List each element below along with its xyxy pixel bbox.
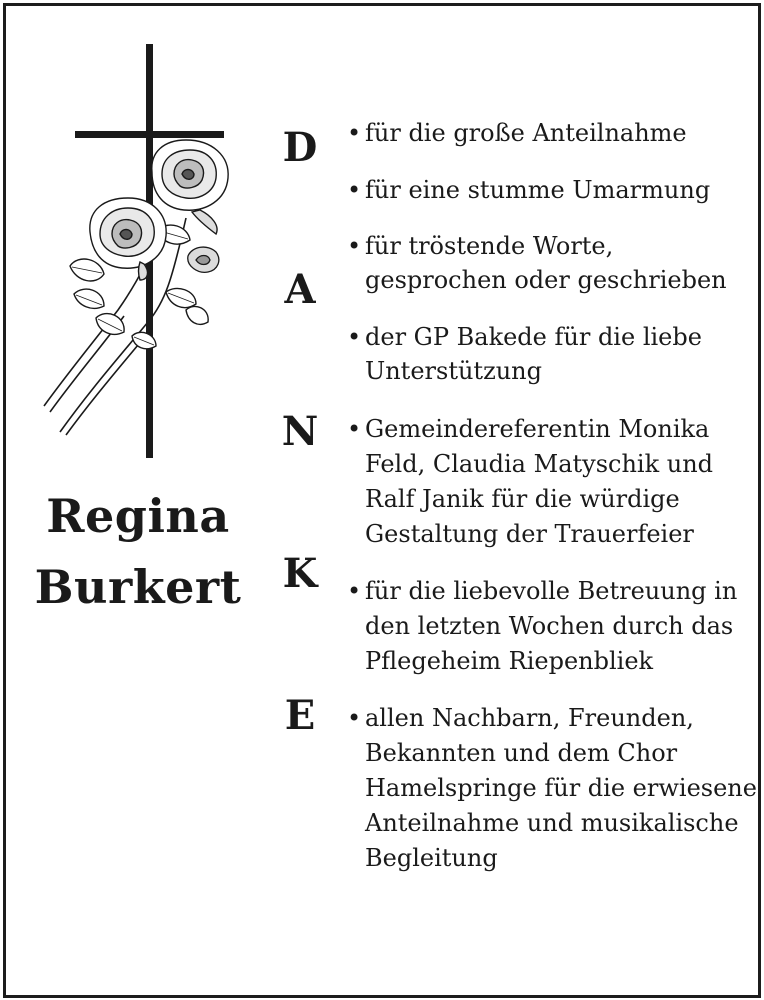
thanks-line: der GP Bakede für die liebe <box>365 323 702 351</box>
deceased-last-name: Burkert <box>34 560 242 614</box>
bullet-icon: • <box>347 176 362 204</box>
danke-letter-e: E <box>284 692 316 739</box>
thanks-line: Bekannten und dem Chor <box>365 739 678 767</box>
danke-letter-k: K <box>282 550 318 597</box>
thanks-line: Begleitung <box>365 844 498 872</box>
danke-letter-a: A <box>284 266 316 313</box>
thanks-line: Gemeindereferentin Monika <box>365 415 710 443</box>
thanks-line: Pflegeheim Riepenbliek <box>365 647 654 675</box>
thanks-line: gesprochen oder geschrieben <box>365 266 727 294</box>
thanks-line: Unterstützung <box>365 357 542 385</box>
bullet-icon: • <box>347 119 362 147</box>
thanks-line: Feld, Claudia Matyschik und <box>365 450 714 478</box>
bullet-icon: • <box>347 232 362 260</box>
thanks-line: Hamelspringe für die erwiesene <box>365 774 757 802</box>
thanks-line: Ralf Janik für die würdige <box>365 485 680 513</box>
bullet-icon: • <box>347 415 362 443</box>
thanks-line: allen Nachbarn, Freunden, <box>365 704 694 732</box>
thanks-line: für die große Anteilnahme <box>365 119 687 147</box>
cross-with-roses-icon <box>40 40 240 460</box>
bullet-icon: • <box>347 577 362 605</box>
danke-letter-n: N <box>281 408 319 455</box>
thanks-line: für die liebevolle Betreuung in <box>365 577 738 605</box>
deceased-first-name: Regina <box>46 489 230 543</box>
thanks-line: Anteilnahme und musikalische <box>365 809 739 837</box>
bullet-icon: • <box>347 704 362 732</box>
danke-letter-d: D <box>282 124 318 171</box>
thanks-line: Gestaltung der Trauerfeier <box>365 520 694 548</box>
thanks-line: für tröstende Worte, <box>365 232 614 260</box>
thanks-line: den letzten Wochen durch das <box>365 612 734 640</box>
bullet-icon: • <box>347 323 362 351</box>
thanks-line: für eine stumme Umarmung <box>365 176 711 204</box>
